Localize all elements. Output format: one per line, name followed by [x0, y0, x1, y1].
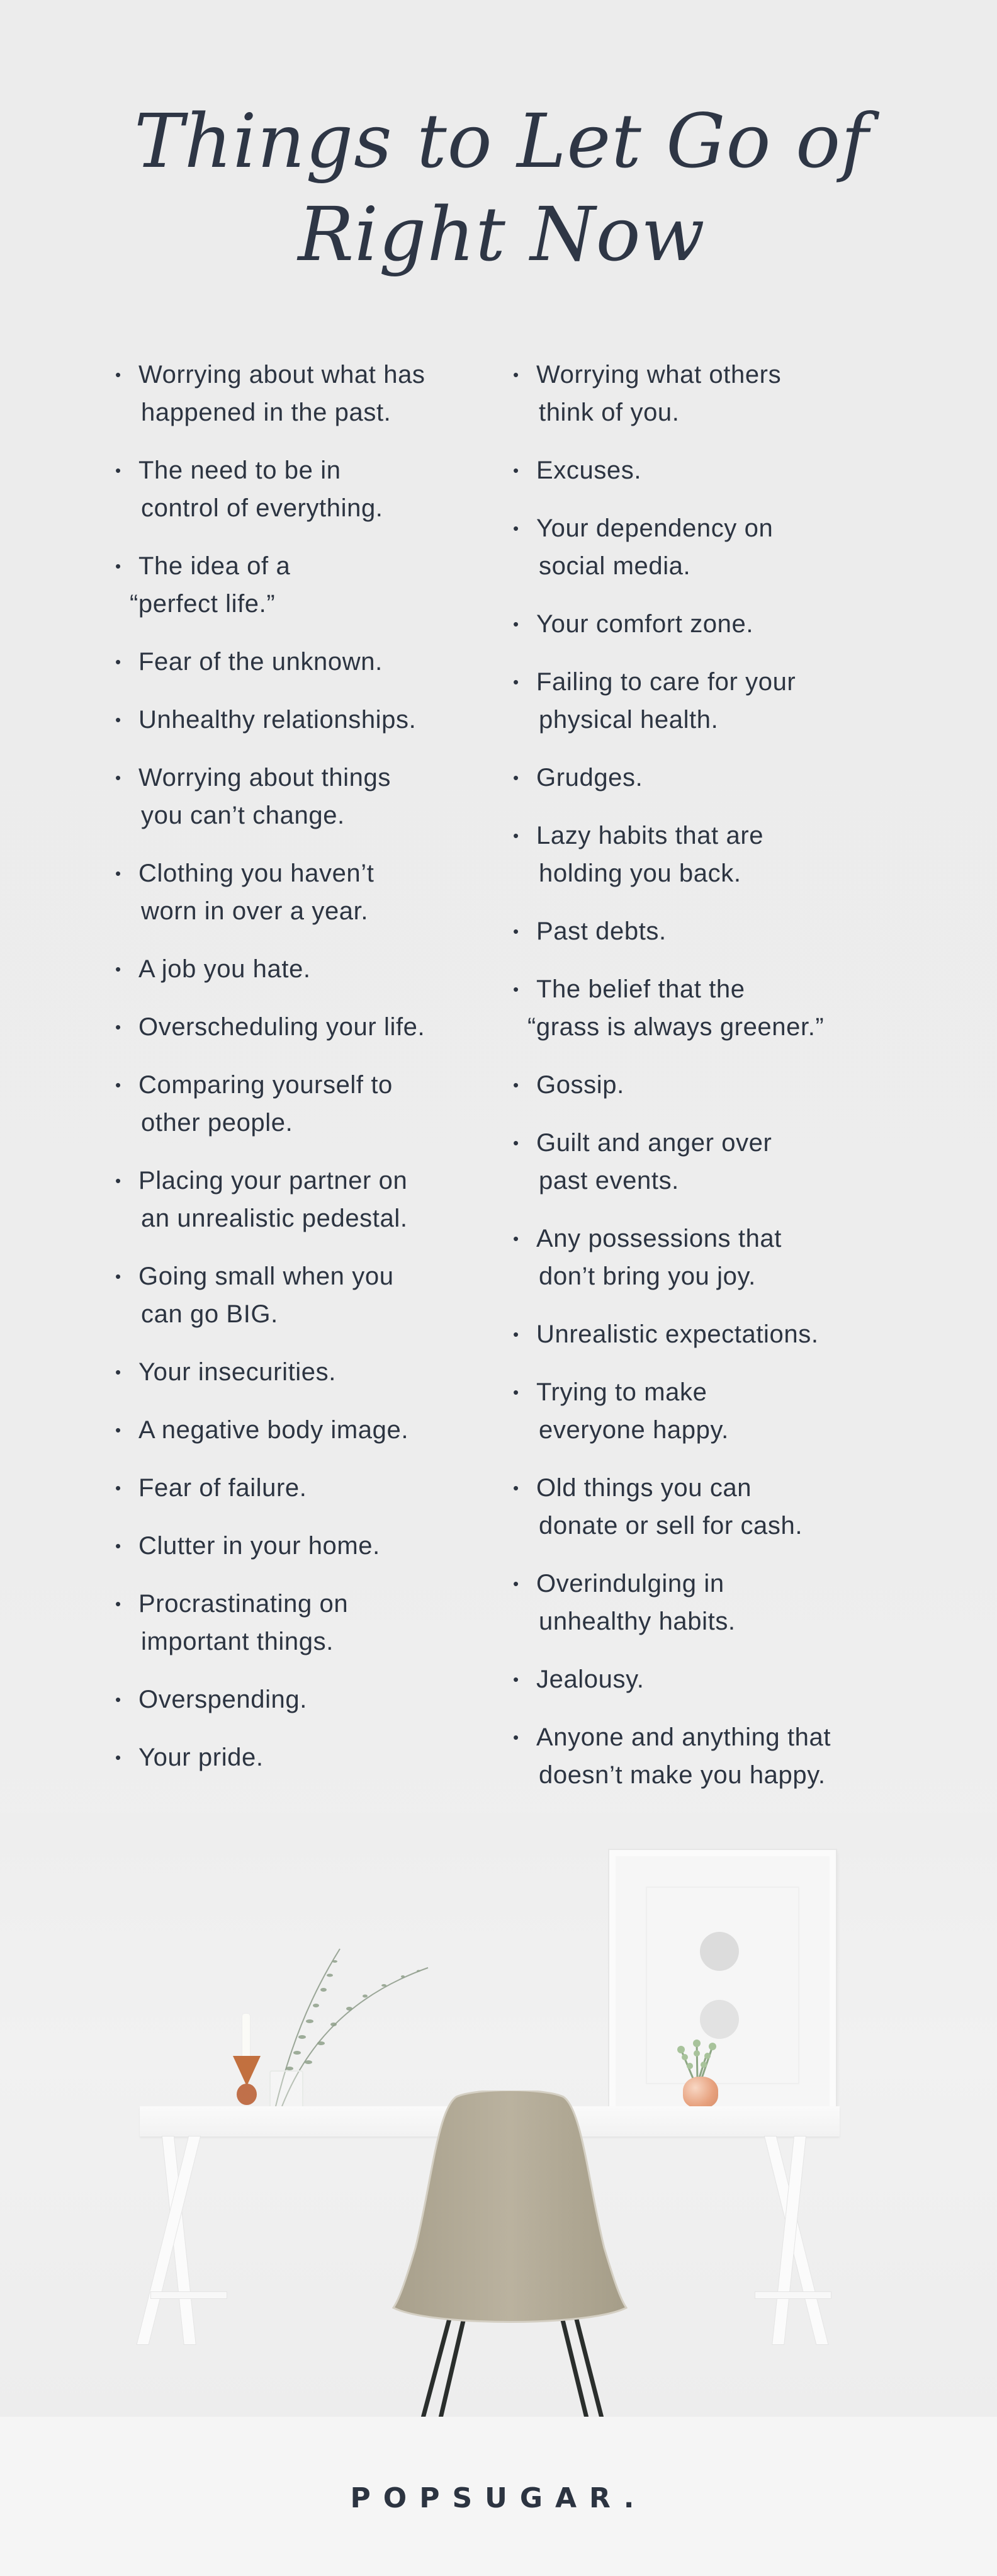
list-item-text [138, 643, 491, 681]
list-item-text [138, 1257, 491, 1333]
list-item [113, 547, 491, 623]
bullet-icon: • [513, 826, 519, 845]
list-item-line: Going small when you [138, 1262, 394, 1290]
bullet-icon: • [115, 557, 121, 576]
list-item-text [536, 356, 914, 431]
list-item-line: think of you. [539, 399, 680, 426]
list-item-line: Gossip. [536, 1071, 624, 1099]
page-title [0, 94, 997, 281]
footer-band [0, 2417, 997, 2576]
bullet-icon: • [513, 365, 519, 384]
list-item-line: Trying to make [536, 1378, 707, 1406]
bullet-icon: • [115, 1171, 121, 1190]
list-item [113, 701, 491, 739]
list-item-line: Your insecurities. [138, 1358, 336, 1386]
bullet-icon: • [115, 1690, 121, 1709]
list-item-line: Fear of failure. [138, 1474, 307, 1502]
list-item [511, 509, 914, 585]
list-item-line: Clothing you haven’t [138, 860, 375, 887]
list-item-text [536, 605, 914, 643]
list-item [511, 912, 914, 950]
list-item-line: donate or sell for cash. [539, 1512, 803, 1540]
bullet-icon: • [513, 1075, 519, 1094]
list-item-line: Anyone and anything that [536, 1723, 831, 1751]
list-item-line: Your pride. [138, 1744, 264, 1771]
list-item-line: The need to be in [138, 457, 341, 484]
bullet-icon: • [115, 710, 121, 729]
list-item-line: Any possessions that [536, 1225, 782, 1252]
list-item [113, 1585, 491, 1660]
list-item-line: A job you hate. [138, 955, 311, 983]
list-item-text [536, 1660, 914, 1698]
list-item-text [138, 1739, 491, 1776]
list-item [113, 1353, 491, 1391]
list-item [511, 1124, 914, 1200]
list-item-text [536, 1373, 914, 1449]
bullet-icon: • [115, 960, 121, 979]
list-item-line: Procrastinating on [138, 1590, 349, 1618]
list-item-line: past events. [539, 1167, 679, 1194]
print-circle-top [700, 1932, 739, 1971]
list-item-line: Excuses. [536, 457, 642, 484]
list-item-text [138, 451, 491, 527]
list-item-text [527, 970, 914, 1046]
list-item-line: an unrealistic pedestal. [141, 1205, 408, 1232]
list-item-line: Placing your partner on [138, 1167, 408, 1194]
list-item-text [138, 1527, 491, 1565]
bullet-icon: • [115, 1594, 121, 1613]
list-item [511, 1373, 914, 1449]
bullet-icon: • [513, 980, 519, 999]
list-item-text [138, 1411, 491, 1449]
list-item-text [138, 1469, 491, 1507]
list-item-line: Comparing yourself to [138, 1071, 393, 1099]
list-item-text [536, 817, 914, 892]
list-item-text [536, 759, 914, 797]
list-item-text [138, 356, 491, 431]
list-item-line: Past debts. [536, 917, 667, 945]
list-item-line: A negative body image. [138, 1416, 409, 1444]
list-item-line: you can’t change. [141, 802, 345, 829]
list-item-text [536, 1469, 914, 1545]
list-item [113, 1469, 491, 1507]
list-item-text [138, 1681, 491, 1718]
bullet-icon: • [513, 1728, 519, 1747]
list-item-line: doesn’t make you happy. [539, 1761, 826, 1789]
bullet-icon: • [513, 1574, 519, 1593]
list-item-text [536, 451, 914, 489]
print-circle-bottom [700, 2000, 739, 2039]
list-item-text [138, 950, 491, 988]
list-item-line: Your comfort zone. [536, 610, 754, 638]
list-item-line: other people. [141, 1109, 293, 1137]
bullet-icon: • [115, 864, 121, 883]
list-item-text [138, 854, 491, 930]
shell-chair-icon [381, 2091, 639, 2330]
list-item-text [138, 1008, 491, 1046]
list-item-line: The idea of a [138, 552, 291, 580]
list-item-line: “grass is always greener.” [527, 1013, 825, 1041]
list-item [511, 605, 914, 643]
list-item [113, 854, 491, 930]
bullet-icon: • [513, 519, 519, 538]
list-item [511, 1469, 914, 1545]
list-item-line: Lazy habits that are [536, 822, 764, 849]
succulent-plant-icon [662, 2037, 738, 2081]
glass-vase [269, 2070, 303, 2109]
bullet-icon: • [513, 1229, 519, 1248]
list-item-text [138, 1353, 491, 1391]
bullet-icon: • [513, 1133, 519, 1152]
list-item [511, 1066, 914, 1104]
list-item-text [536, 912, 914, 950]
bullet-icon: • [115, 1018, 121, 1036]
list-item-line: control of everything. [141, 494, 383, 522]
list-item-text [536, 1315, 914, 1353]
list-item [511, 1660, 914, 1698]
list-item-line: Overscheduling your life. [138, 1013, 425, 1041]
list-item-line: physical health. [539, 706, 719, 734]
list-item-line: Worrying about what has [138, 361, 425, 389]
copper-candle-holder [233, 2056, 261, 2106]
list-item [113, 643, 491, 681]
title-line-2: Right Now [298, 191, 706, 278]
list-item-line: worn in over a year. [141, 897, 369, 925]
list-item-text [536, 663, 914, 739]
list-item-text [138, 1585, 491, 1660]
list-item [113, 1411, 491, 1449]
list-item-line: Overspending. [138, 1686, 307, 1713]
list-item [511, 817, 914, 892]
list-item-text [536, 1066, 914, 1104]
bullet-icon: • [115, 461, 121, 480]
list-item-text [536, 1565, 914, 1640]
bullet-icon: • [513, 615, 519, 633]
list-item [511, 1220, 914, 1295]
list-item-line: Overindulging in [536, 1570, 724, 1597]
list-item-line: important things. [141, 1628, 334, 1655]
list-item-line: Failing to care for your [536, 668, 796, 696]
list-item-line: Your dependency on [536, 514, 774, 542]
list-item-line: Grudges. [536, 764, 643, 792]
title-line-1: Things to Let Go of [134, 98, 869, 184]
list-item-line: Unrealistic expectations. [536, 1320, 819, 1348]
bullet-icon: • [513, 1325, 519, 1344]
list-item-line: social media. [539, 552, 691, 580]
list-item [511, 970, 914, 1046]
desk-crossbar [755, 2292, 831, 2298]
brand-logo[interactable]: POPSUGAR. [350, 2482, 647, 2514]
bullet-icon: • [115, 365, 121, 384]
bullet-icon: • [513, 922, 519, 941]
list-item [113, 1008, 491, 1046]
list-item [511, 663, 914, 739]
white-candle [242, 2014, 250, 2057]
list-item [113, 1257, 491, 1333]
bullet-icon: • [513, 768, 519, 787]
list-item-text [138, 701, 491, 739]
list-item-line: happened in the past. [141, 399, 391, 426]
list-item-line: Jealousy. [536, 1665, 645, 1693]
bullet-icon: • [115, 652, 121, 671]
list-item [511, 1565, 914, 1640]
list-item-text [138, 759, 491, 834]
bullet-icon: • [513, 1478, 519, 1497]
list-item [113, 759, 491, 834]
bullet-icon: • [115, 1075, 121, 1094]
bullet-icon: • [115, 1748, 121, 1767]
bullet-icon: • [115, 1536, 121, 1555]
list-item-line: Worrying what others [536, 361, 782, 389]
bullet-icon: • [115, 1421, 121, 1439]
list-item-line: unhealthy habits. [539, 1608, 736, 1635]
bullet-icon: • [513, 1383, 519, 1402]
bullet-icon: • [115, 1267, 121, 1286]
desk-crossbar [151, 2292, 227, 2298]
list-item-text [536, 1220, 914, 1295]
list-item [113, 950, 491, 988]
list-item-line: don’t bring you joy. [539, 1262, 756, 1290]
list-item-line: The belief that the [536, 975, 745, 1003]
list-item [511, 759, 914, 797]
right-column-list [511, 356, 914, 1814]
list-item-text [536, 1718, 914, 1794]
list-item [113, 451, 491, 527]
list-item-text [138, 1162, 491, 1237]
list-item [113, 1066, 491, 1142]
list-item-line: Worrying about things [138, 764, 391, 792]
holder-cone [233, 2056, 261, 2086]
list-item-text [130, 547, 491, 623]
list-item-text [536, 509, 914, 585]
list-item [113, 1162, 491, 1237]
list-item-line: Clutter in your home. [138, 1532, 380, 1560]
list-item-line: Fear of the unknown. [138, 648, 383, 676]
list-item-line: everyone happy. [539, 1416, 729, 1444]
desk-illustration [0, 1813, 997, 2418]
copper-plant-pot [683, 2077, 718, 2108]
list-item [511, 1315, 914, 1353]
bullet-icon: • [115, 768, 121, 787]
bullet-icon: • [513, 461, 519, 480]
list-item-line: “perfect life.” [130, 590, 276, 618]
list-item [113, 1527, 491, 1565]
list-item-line: Guilt and anger over [536, 1129, 772, 1157]
bullet-icon: • [115, 1478, 121, 1497]
list-item [511, 1718, 914, 1794]
list-item-line: can go BIG. [141, 1300, 278, 1328]
list-item [113, 1739, 491, 1776]
list-item-text [536, 1124, 914, 1200]
list-item [113, 1681, 491, 1718]
bullet-icon: • [513, 1670, 519, 1689]
list-item [113, 356, 491, 431]
list-item [511, 356, 914, 431]
list-item-text [138, 1066, 491, 1142]
left-column-list [113, 356, 491, 1796]
bullet-icon: • [115, 1363, 121, 1382]
list-item-line: Old things you can [536, 1474, 752, 1502]
list-item-line: Unhealthy relationships. [138, 706, 417, 734]
bullet-icon: • [513, 672, 519, 691]
list-item [511, 451, 914, 489]
list-item-line: holding you back. [539, 860, 741, 887]
holder-base [237, 2084, 257, 2105]
